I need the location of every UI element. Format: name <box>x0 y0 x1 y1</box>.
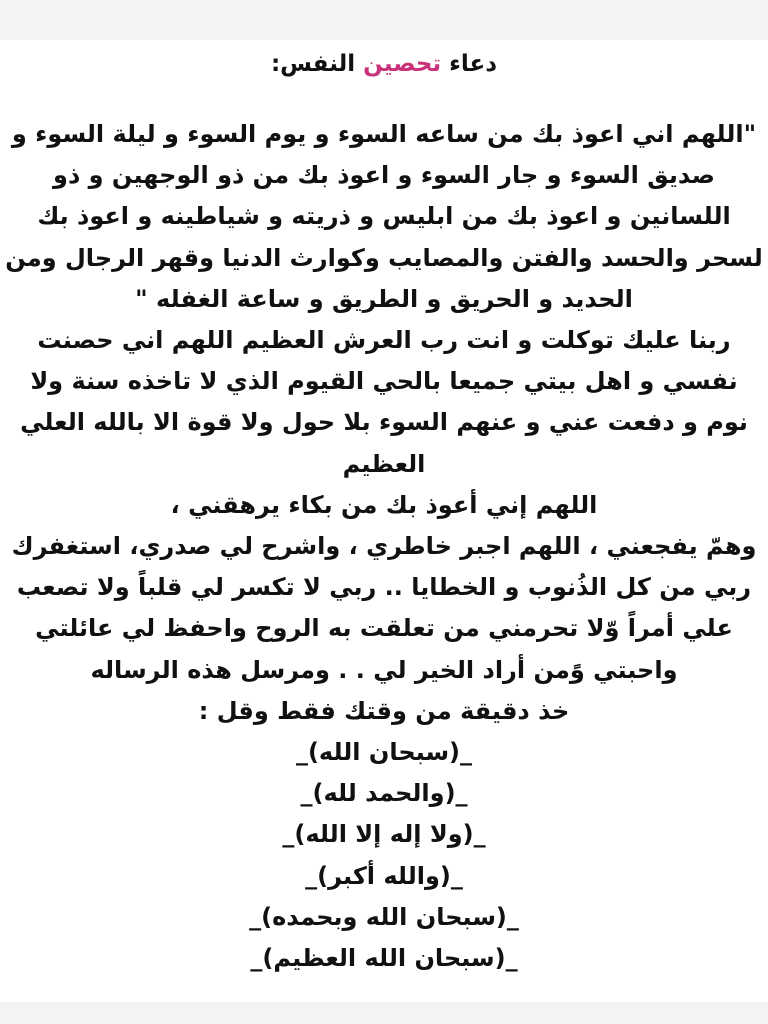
document-title <box>0 44 768 84</box>
text-line: الحديد و الحريق و الطريق و ساعة الغفله " <box>135 284 633 313</box>
text-line: ربي من كل الذُنوب و الخطايا .. ربي لا تكسر لي قلباً ولا تصعب <box>16 573 752 602</box>
title-prefix: دعاء <box>441 51 498 77</box>
text-line: وهمّ يفجعني ، اللهم اجبر خاطري ، واشرح لي صدري، استغفرك <box>11 532 757 561</box>
text-line: واحبتي وًمن أراد الخير لي . . ومرسل هذه الرساله <box>90 655 678 684</box>
text-line: علي أمراً وّلا تحرمني من تعلقت به الروح واحفظ لي عائلتي <box>35 614 733 643</box>
bottom-margin-strip <box>0 1002 768 1024</box>
text-line: خذ دقيقة من وقتك فقط وقل : <box>198 696 570 725</box>
dhikr-line: _(سبحان الله وبحمده)_ <box>249 902 519 931</box>
text-line: نوم و دفعت عني و عنهم السوء بلا حول ولا قوة الا بالله العلي <box>20 408 748 437</box>
text-line: صديق السوء و جار السوء و اعوذ بك من ذو الوجهين و ذو <box>53 161 715 190</box>
text-line: العظيم <box>342 449 426 478</box>
text-line: لسحر والحسد والفتن والمصايب وكوارث الدنيا وقهر الرجال ومن <box>5 243 763 272</box>
dhikr-line: _(والله أكبر)_ <box>305 861 463 890</box>
dhikr-line: _(ولا إله إلا الله)_ <box>282 820 486 849</box>
text-line: اللهم إني أعوذ بك من بكاء يرهقني ، <box>170 490 598 519</box>
dhikr-line: _(والحمد لله)_ <box>300 779 468 808</box>
title-suffix: النفس: <box>270 51 364 77</box>
text-line: "اللهم اني اعوذ بك من ساعه السوء و يوم السوء و ليلة السوء و <box>11 120 757 148</box>
prayer-document <box>0 44 768 1000</box>
title-accent-word: تحصين <box>363 51 442 77</box>
text-line: اللسانين و اعوذ بك من ابليس و ذريته و شياطينه و اعوذ بك <box>37 202 731 231</box>
text-line: نفسي و اهل بيتي جميعا بالحي القيوم الذي لا تاخذه سنة ولا <box>30 367 738 396</box>
top-margin-strip <box>0 0 768 40</box>
text-line: ربنا عليك توكلت و انت رب العرش العظيم اللهم اني حصنت <box>37 326 731 355</box>
dhikr-line: _(سبحان الله)_ <box>295 738 473 767</box>
dhikr-line: _(سبحان الله العظيم)_ <box>250 944 518 973</box>
